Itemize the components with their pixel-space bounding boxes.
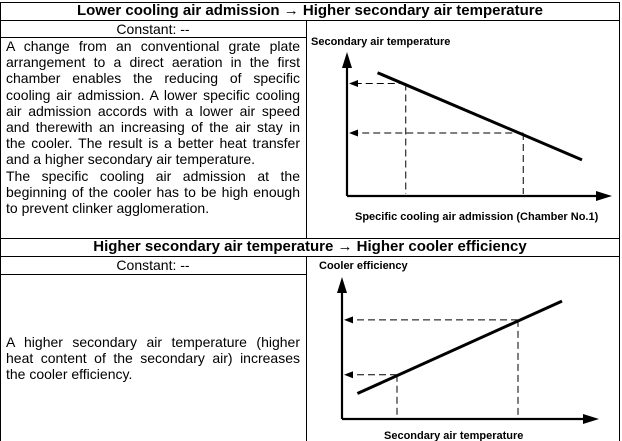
chart2-y-arrow bbox=[337, 277, 347, 293]
chart1-guide-arrow-2 bbox=[349, 130, 358, 137]
section2-heading: Higher secondary air temperature → Higher cooler efficiency bbox=[93, 238, 527, 255]
chart-secondary-air-temperature bbox=[307, 22, 619, 236]
section2-text bbox=[6, 334, 300, 383]
section1-heading: Lower cooling air admission → Higher secondary air temperature bbox=[77, 2, 543, 19]
chart1-guide-arrow-1 bbox=[349, 80, 358, 87]
rule-left bbox=[0, 2, 1, 441]
chart1-marks bbox=[349, 73, 582, 194]
chart2-guide-arrow-2 bbox=[344, 316, 353, 323]
section1-constant: Constant: -- bbox=[116, 21, 190, 37]
chart2-x-arrow bbox=[583, 414, 599, 424]
rule-constant2 bbox=[0, 274, 306, 275]
chart2-guide-arrow-1 bbox=[344, 371, 353, 378]
rule-right bbox=[619, 2, 620, 441]
section1-paragraph-2: The specific cooling air admission at the beginning of the cooler has to be high enough to prevent clinker agglomeration. bbox=[6, 167, 300, 217]
chart2-xlabel: Secondary air temperature bbox=[384, 430, 524, 441]
chart2-title: Cooler efficiency bbox=[319, 260, 408, 272]
chart2-trend-line bbox=[357, 301, 562, 393]
chart-cooler-efficiency bbox=[307, 257, 619, 441]
chart2-marks bbox=[344, 301, 562, 417]
chart1-trend-line bbox=[378, 73, 582, 160]
chart1-xlabel: Specific cooling air admission (Chamber No.1) bbox=[355, 211, 599, 223]
section1-paragraph-1: A change from an conventional grate plate arrangement to a direct aeration in the first chamber enables the reducing of specific cooling air admission. A lower specific cooling air admission accords with a lower air speed and therewith an increasing of the air stay in the cooler. The result is a better heat transfer and a higher secondary air temperature. bbox=[6, 38, 300, 168]
section2-paragraph-1: A higher secondary air temperature (higher heat content of the secondary air) increases the cooler efficiency. bbox=[6, 334, 300, 383]
section1-text bbox=[6, 38, 300, 216]
chart1-title: Secondary air temperature bbox=[311, 36, 451, 48]
chart1-y-arrow bbox=[342, 52, 352, 68]
chart1-x-arrow bbox=[596, 191, 612, 201]
section2-constant: Constant: -- bbox=[116, 257, 190, 273]
